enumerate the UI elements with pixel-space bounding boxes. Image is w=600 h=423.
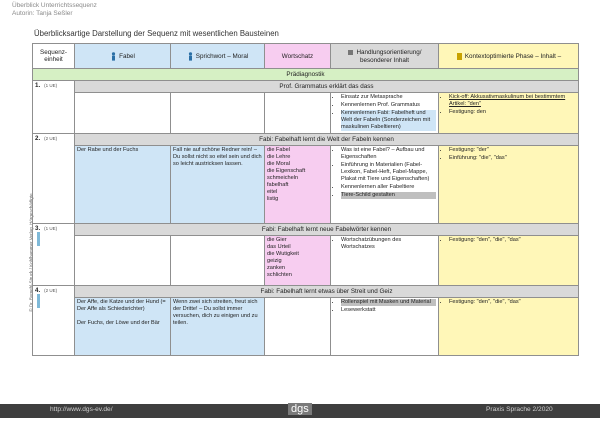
section-1-kontext: [439, 93, 579, 134]
sequence-table: [32, 43, 579, 356]
list-item: • Kennenlernen Fabi: Fabelheft und Welt der Fabeln (Sonderzeichen mit maskulinen Fabeltieren): [341, 110, 436, 131]
list-item: • Lesewerkstatt: [341, 307, 436, 314]
list-item: • Festigung: "den", "die", "das": [449, 299, 576, 306]
table-header-row: [33, 44, 579, 69]
section-2-sprichwort: Fall nie auf schöne Redner rein! – Du sollst nicht so eitel sein und dich so leicht austricksen lassen.: [171, 146, 265, 224]
dgs-logo: dgs: [288, 403, 312, 415]
section-4-wortschatz: [265, 298, 331, 356]
section-1-label: 1. (1 UE): [33, 81, 75, 134]
col-header-sequence: Sequenz-einheit: [33, 44, 75, 69]
puzzle-icon: [347, 48, 354, 57]
section-4-label: 4. (2 UE): [33, 286, 75, 356]
header-line-2: Autorin: Tanja Seßler: [12, 10, 73, 17]
section-1-handlung: [331, 93, 439, 134]
section-2-wortschatz: die Fabel die Lehre die Moral die Eigenschaft schmeicheln fabelhaft eitel listig: [265, 146, 331, 224]
list-item: • Wortschatzübungen des Wortschatzes: [341, 237, 436, 251]
page-footer: [0, 404, 600, 418]
section-3-band: Fabi: Fabelhaft lernt neue Fabelwörter kennen: [75, 224, 579, 236]
header-line-1: Überblick Unterrichtssequenz: [12, 2, 97, 9]
col-header-sprichwort: Sprichwort – Moral: [171, 44, 265, 69]
section-3-wortschatz: die Gier das Urteil die Wutigkeit geizig zanken schlichten: [265, 236, 331, 286]
section-4-handlung: [331, 298, 439, 356]
section-3-kontext: [439, 236, 579, 286]
section-3-fabel: [75, 236, 171, 286]
page-title: Überblicksartige Darstellung der Sequenz mit wesentlichen Bausteinen: [34, 29, 279, 38]
list-item: • Kick-off: Akkusativmaskulinum bei bestimmtem Artikel: "den": [449, 94, 576, 108]
section-2-band: Fabi: Fabelhaft lernt die Welt der Fabeln kennen: [75, 134, 579, 146]
section-1-band: Prof. Grammatus erklärt das dass: [75, 81, 579, 93]
prediagnostik-band: Prädiagnostik: [33, 69, 579, 81]
list-item: • Festigung: den: [449, 109, 576, 116]
book-icon: [456, 52, 463, 61]
col-header-kontext: Kontextoptimierte Phase – Inhalt –: [439, 44, 579, 69]
section-1-fabel: [75, 93, 171, 134]
section-4-fabel: Der Affe, die Katze und der Hund (= Der Affe als Schiedsrichter) Der Fuchs, der Löwe und der Bär: [75, 298, 171, 356]
section-2-label: 2. (2 UE): [33, 134, 75, 224]
list-item: • Kennenlernen aller Fabeltiere: [341, 184, 436, 191]
section-4-sprichwort: Wenn zwei sich streiten, freut sich der Dritte! – Du sollst immer versuchen, dich zu einigen und zu teilen.: [171, 298, 265, 356]
bookmark-icon: [37, 232, 40, 246]
document-header: [12, 2, 97, 18]
footer-url-link[interactable]: http://www.dgs-ev.de/: [50, 406, 113, 413]
section-1-wortschatz: [265, 93, 331, 134]
section-4-band: Fabi: Fabelhaft lernt etwas über Streit und Geiz: [75, 286, 579, 298]
list-item: • Rollenspiel mit Masken und Material: [341, 299, 436, 306]
list-item: • Einführung: "die", "das": [449, 155, 576, 162]
list-item: • Festigung: "der": [449, 147, 576, 154]
section-2-kontext: [439, 146, 579, 224]
list-item: • Kennenlernen Prof. Grammatus: [341, 102, 436, 109]
list-item: • Einführung in Materialien (Fabel-Lexikon, Fabel-Heft, Fabel-Mappe, Plakat mit Tiere und Eigenschaften): [341, 162, 436, 183]
section-1-sprichwort: [171, 93, 265, 134]
section-2-handlung: [331, 146, 439, 224]
col-header-wortschatz: Wortschatz: [265, 44, 331, 69]
col-header-fabel: Fabel: [75, 44, 171, 69]
section-3-sprichwort: [171, 236, 265, 286]
section-2-fabel: Der Rabe und der Fuchs: [75, 146, 171, 224]
list-item: • Tiere-Schild gestalten: [341, 192, 436, 199]
footer-issue: Praxis Sprache 2/2020: [486, 406, 553, 413]
sidebar-copyright: © Dr. Bumehl-Struck / Kohlhammer Verlag, Hörgeschädigte: [28, 193, 34, 312]
section-3-handlung: [331, 236, 439, 286]
list-item: • Was ist eine Fabel? – Aufbau und Eigenschaften: [341, 147, 436, 161]
section-4-kontext: [439, 298, 579, 356]
bookmark-icon: [37, 294, 40, 308]
list-item: • Einsatz zur Metasprache: [341, 94, 436, 101]
section-3-label: 3. (1 UE): [33, 224, 75, 286]
list-item: • Festigung: "den", "die", "das": [449, 237, 576, 244]
col-header-handlung: Handlungsorientierung/ besonderer Inhalt: [331, 44, 439, 69]
child-icon: [187, 52, 194, 61]
child-icon: [110, 52, 117, 61]
